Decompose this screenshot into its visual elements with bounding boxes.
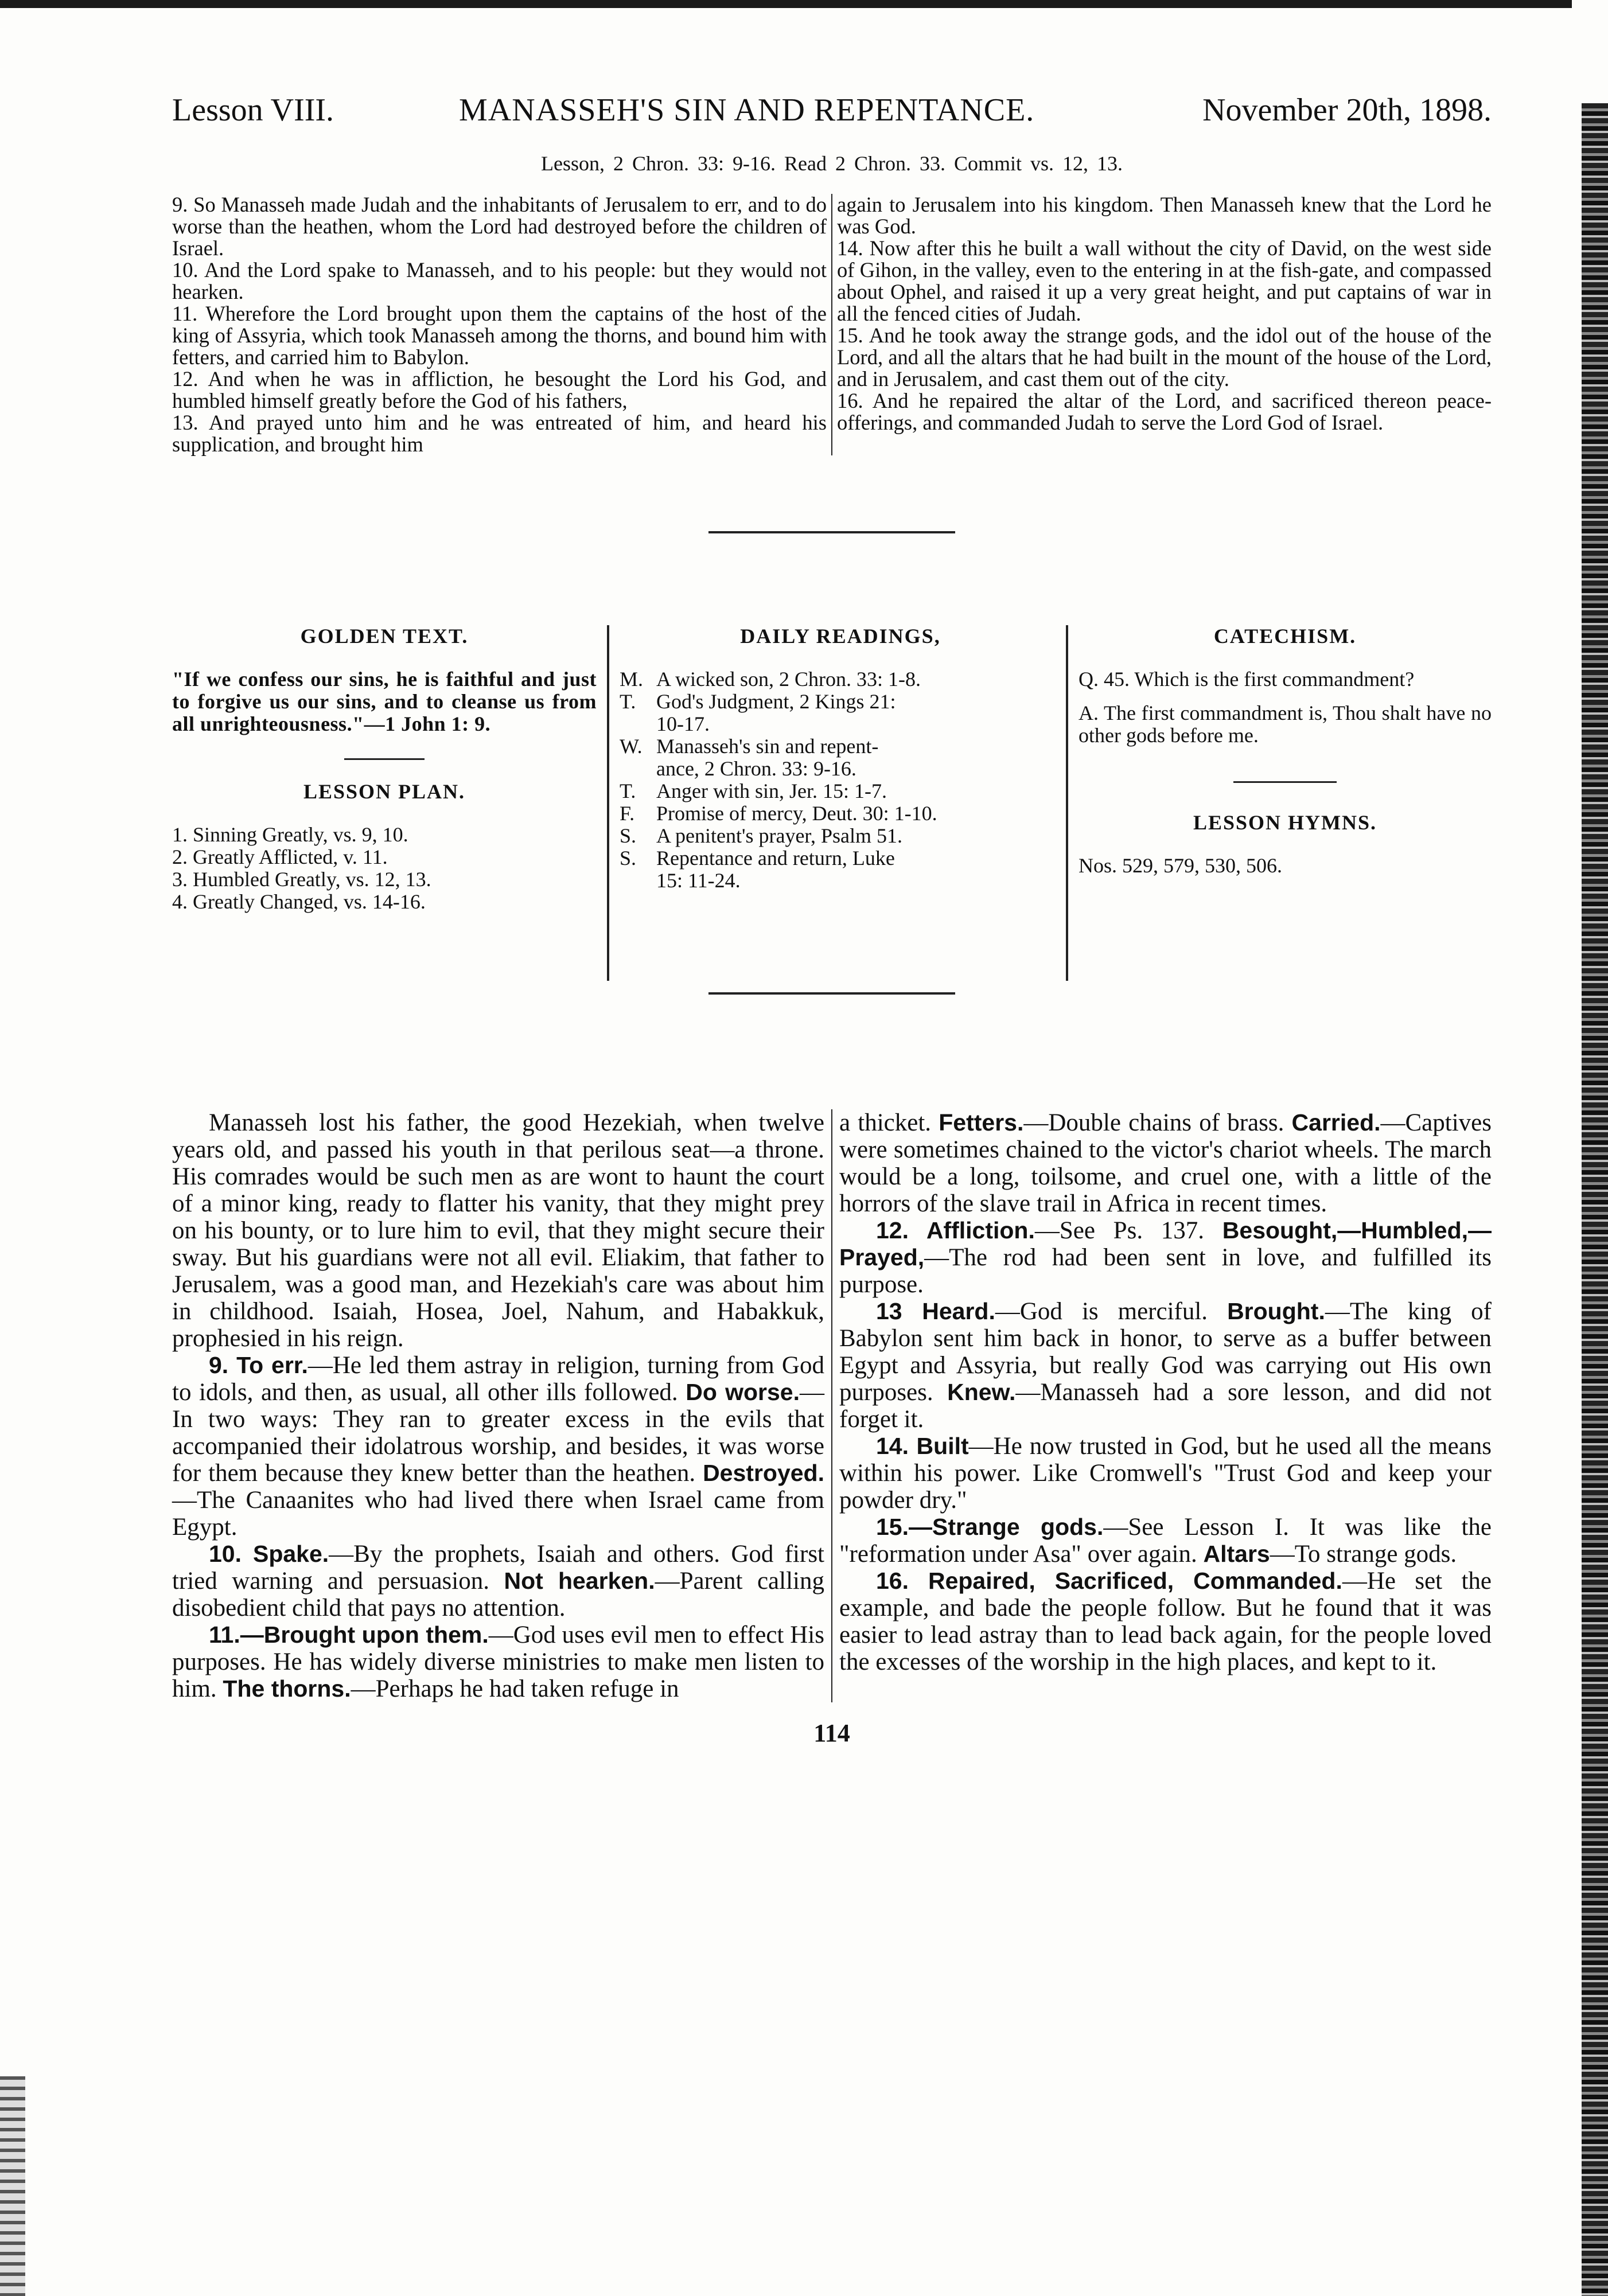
note-keyword: Fetters. — [939, 1109, 1024, 1136]
note-keyword: 9. To err. — [209, 1352, 308, 1378]
note-text: —Manasseh had a sore lesson, and did not forget it. — [839, 1379, 1492, 1433]
reading-item — [620, 735, 1061, 758]
note-verse-9 — [172, 1352, 824, 1541]
reading-text: A wicked son, 2 Chron. 33: 1-8. — [656, 668, 921, 691]
verse-14: 14. Now after this he built a wall without the city of David, on the west side of Gihon, in the valley, even to the entering in at the fish-gate, and compassed about Ophel, and raised it up a very great height, and put captains of war in all the fenced cities of Judah. — [837, 236, 1492, 325]
verse-9: 9. So Manasseh made Judah and the inhabitants of Jerusalem to err, and to do worse than the heathen, whom the Lord had destroyed before the children of Israel. — [172, 193, 827, 260]
note-text: —He led them astray in religion, turning from God to idols, and then, as usual, all other ills followed. — [172, 1352, 824, 1406]
reading-text: Anger with sin, Jer. 15: 1-7. — [656, 779, 887, 802]
note-keyword: 16. Repaired, Sacrificed, Commanded. — [876, 1568, 1342, 1594]
column-divider — [831, 1109, 832, 1702]
note-keyword: Do worse. — [686, 1379, 800, 1405]
reading-item — [620, 825, 1061, 847]
reading-day: S. — [620, 824, 637, 847]
note-text: —By the prophets, Isaiah and others. God first tried warning and persuasion. — [172, 1541, 824, 1595]
verse-15: 15. And he took away the strange gods, and the idol out of the house of the Lord, and all the altars that he had built in the mount of the house of the Lord, and in Jerusalem, and cast them out of the city. — [837, 323, 1492, 391]
page-number: 114 — [813, 1719, 850, 1747]
note-text: —Perhaps he had taken refuge in — [351, 1675, 679, 1702]
reading-text-cont: 15: 11-24. — [656, 869, 741, 892]
catechism-title: CATECHISM. — [1213, 625, 1357, 648]
notes-right-column — [839, 1109, 1492, 1702]
note-text: —The rod had been sent in love, and fulfilled its purpose. — [839, 1244, 1492, 1298]
note-text: —Parent calling disobedient child that pays no attention. — [172, 1568, 824, 1621]
note-keyword: Altars — [1203, 1541, 1270, 1567]
note-keyword: Carried. — [1291, 1109, 1381, 1136]
scripture-right-column — [837, 194, 1492, 455]
reading-text: God's Judgment, 2 Kings 21: — [656, 690, 896, 713]
lesson-plan-list — [172, 824, 597, 913]
daily-readings-title: DAILY READINGS, — [740, 625, 941, 648]
golden-text — [172, 668, 597, 735]
note-text: —God is merciful. — [995, 1298, 1228, 1325]
note-verse-13 — [839, 1298, 1492, 1433]
note-text: —The king of Babylon sent him back in honor, to serve as a buffer between Egypt and Assyria, but really God was carrying out His own purposes. — [839, 1298, 1492, 1406]
page-header — [172, 92, 1492, 132]
reading-item — [620, 847, 1061, 870]
lesson-hymns-numbers: Nos. 529, 579, 530, 506. — [1079, 854, 1283, 877]
note-text: —He now trusted in God, but he used all the means within his power. Like Cromwell's "Trust God and keep your powder dry." — [839, 1433, 1492, 1514]
golden-text-section — [172, 625, 597, 913]
hymns-rule — [1233, 781, 1337, 783]
note-text: —See Lesson I. It was like the "reformation under Asa" over again. — [839, 1514, 1492, 1568]
note-text: —In two ways: They ran to greater excess in the evils that accompanied their idolatrous worship, and besides, it was worse for them because they knew better than the heathen. — [172, 1379, 824, 1487]
note-verse-11 — [172, 1621, 824, 1702]
lesson-title: MANASSEH'S SIN AND REPENTANCE. — [459, 92, 1035, 128]
notes-intro: Manasseh lost his father, the good Hezekiah, when twelve years old, and passed his youth in that perilous seat—a throne. His comrades would be such men as are wont to haunt the court of a minor king, ready to flatter his vanity, that they might prey on his bounty, or to lure him to evil, that they might secure their sway. But his guardians were not all evil. Eliakim, that father to Jerusalem, was a good man, and Hezekiah's care was about him in childhood. Isaiah, Hosea, Joel, Nahum, and Habakkuk, prophesied in his reign. — [172, 1109, 824, 1352]
catechism-section — [1079, 625, 1492, 877]
reading-text-cont: ance, 2 Chron. 33: 9-16. — [656, 757, 856, 780]
lesson-reference: Lesson, 2 Chron. 33: 9-16. Read 2 Chron. 33. Commit vs. 12, 13. — [541, 152, 1123, 175]
note-verse-10 — [172, 1541, 824, 1621]
verse-16: 16. And he repaired the altar of the Lord, and sacrificed thereon peace-offerings, and commanded Judah to serve the Lord God of Israel. — [837, 389, 1492, 434]
reading-day: T. — [620, 690, 636, 713]
reading-text: Repentance and return, Luke — [656, 847, 895, 870]
left-scan-edge — [0, 2076, 25, 2296]
reading-item — [620, 802, 1061, 825]
lesson-notes — [172, 1109, 1492, 1702]
note-keyword: Brought. — [1227, 1298, 1325, 1324]
reading-day: W. — [620, 735, 643, 758]
reading-day: M. — [620, 668, 644, 691]
note-text: —Double chains of brass. — [1023, 1109, 1292, 1136]
golden-text-quote: "If we confess our sins, he is faithful and just to forgive us our sins, and to cleanse us from all unrighteousness." — [172, 668, 597, 735]
reading-day: S. — [620, 847, 637, 870]
reading-day: T. — [620, 779, 636, 802]
reading-item — [620, 691, 1061, 713]
note-keyword: 13 Heard. — [876, 1298, 995, 1324]
scripture-left-column — [172, 194, 827, 455]
plan-item: 2. Greatly Afflicted, v. 11. — [172, 845, 388, 868]
notes-left-column — [172, 1109, 824, 1702]
scripture-passage — [172, 194, 1492, 455]
note-text: —God uses evil men to effect His purposes. He has widely diverse ministries to make men listen to him. — [172, 1621, 824, 1702]
reading-text-cont: 10-17. — [656, 712, 710, 735]
note-verse-15 — [839, 1514, 1492, 1568]
plan-item: 4. Greatly Changed, vs. 14-16. — [172, 890, 426, 913]
verse-13-cont: again to Jerusalem into his kingdom. Then Manasseh knew that the Lord he was God. — [837, 193, 1492, 238]
lesson-number: Lesson VIII. — [172, 92, 334, 128]
section-rule — [708, 992, 955, 995]
golden-text-title: GOLDEN TEXT. — [300, 625, 469, 648]
note-text: —To strange gods. — [1270, 1541, 1457, 1568]
note-keyword: 10. Spake. — [209, 1541, 329, 1567]
note-text: —Captives were sometimes chained to the victor's chariot wheels. The march would be a long, toilsome, and cruel one, with a little of the horrors of the slave trail in Africa in recent times. — [839, 1109, 1492, 1217]
daily-readings-section — [620, 625, 1061, 892]
note-keyword: 12. Affliction. — [876, 1217, 1035, 1243]
right-scan-edge — [1582, 103, 1608, 2296]
lesson-hymns-title: LESSON HYMNS. — [1193, 811, 1377, 834]
note-verse-11-cont — [839, 1109, 1492, 1217]
reading-item — [620, 668, 1061, 691]
reading-text: A penitent's prayer, Psalm 51. — [656, 824, 902, 847]
verse-10: 10. And the Lord spake to Manasseh, and to his people: but they would not hearken. — [172, 258, 827, 303]
catechism-question: Q. 45. Which is the first commandment? — [1079, 668, 1415, 691]
note-keyword: 15.—Strange gods. — [876, 1514, 1104, 1540]
note-text: —He set the example, and bade the people follow. But he found that it was easier to lead astray than to lead back again, for the people loved the excesses of the worship in the high places, and kept to it. — [839, 1568, 1492, 1675]
verse-11: 11. Wherefore the Lord brought upon them the captains of the host of the king of Assyria, which took Manasseh among the thorns, and bound him with fetters, and carried him to Babylon. — [172, 302, 827, 369]
note-text: a thicket. — [839, 1109, 939, 1136]
note-keyword: 14. Built — [876, 1433, 969, 1459]
note-keyword: Besought,—Humbled,—Prayed, — [839, 1217, 1492, 1270]
reading-day: F. — [620, 802, 635, 825]
verse-12: 12. And when he was in affliction, he besought the Lord his God, and humbled himself greatly before the God of his fathers, — [172, 367, 827, 412]
section-rule — [708, 531, 955, 533]
golden-text-ref: —1 John 1: 9. — [364, 712, 491, 735]
verse-13: 13. And prayed unto him and he was entreated of him, and heard his supplication, and brought him — [172, 411, 827, 456]
page — [172, 92, 1492, 1748]
catechism-answer: A. The first commandment is, Thou shalt have no other gods before me. — [1079, 701, 1492, 747]
note-verse-12 — [839, 1217, 1492, 1298]
reading-text: Manasseh's sin and repent- — [656, 735, 879, 758]
lesson-date: November 20th, 1898. — [1202, 92, 1492, 128]
plan-item: 1. Sinning Greatly, vs. 9, 10. — [172, 823, 408, 846]
note-keyword: Not hearken. — [504, 1568, 655, 1594]
lesson-plan-title: LESSON PLAN. — [303, 780, 466, 803]
note-verse-14 — [839, 1433, 1492, 1514]
note-verse-16 — [839, 1568, 1492, 1675]
note-keyword: Knew. — [947, 1379, 1016, 1405]
note-text: —The Canaanites who had lived there when Israel came from Egypt. — [172, 1487, 824, 1541]
note-text: —See Ps. 137. — [1034, 1217, 1222, 1244]
note-keyword: Destroyed. — [703, 1460, 824, 1486]
column-divider — [831, 194, 832, 455]
top-scan-border — [0, 0, 1572, 8]
study-aids — [172, 625, 1492, 992]
note-keyword: The thorns. — [223, 1675, 351, 1702]
column-divider — [607, 625, 609, 981]
reading-item — [620, 780, 1061, 802]
plan-item: 3. Humbled Greatly, vs. 12, 13. — [172, 868, 431, 891]
note-keyword: 11.—Brought upon them. — [209, 1621, 489, 1648]
column-divider — [1066, 625, 1068, 981]
reading-text: Promise of mercy, Deut. 30: 1-10. — [656, 802, 937, 825]
plan-rule — [344, 758, 425, 760]
